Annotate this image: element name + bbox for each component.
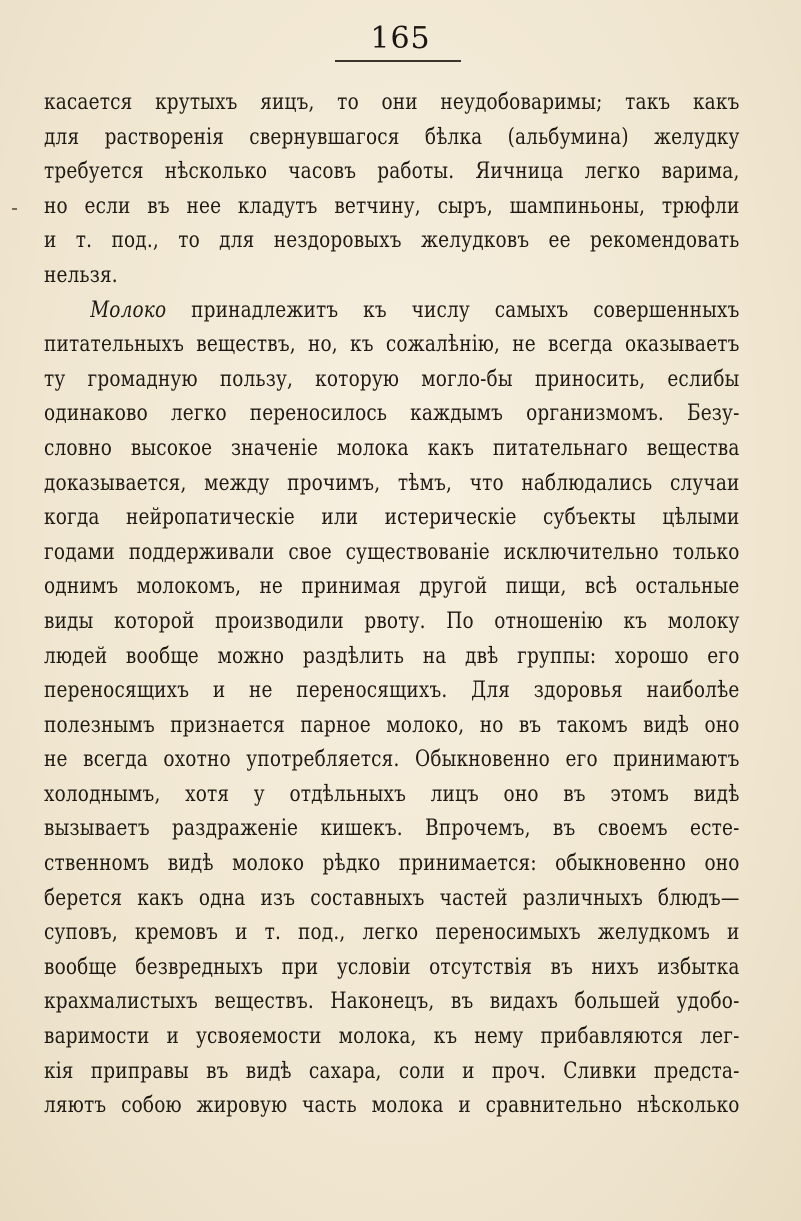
text-line: вызываетъ раздраженіе кишекъ. Впрочемъ, въ своемъ есте-: [44, 816, 740, 842]
margin-mark: [12, 208, 17, 210]
text-line: когда нейропатическіе или истерическіе субъекты цѣлыми: [44, 505, 740, 531]
text-line: для растворенія свернувшагося бѣлка (альбумина) желудку: [44, 124, 740, 150]
text-line: кія приправы въ видѣ сахара, соли и проч. Сливки предста-: [44, 1058, 740, 1084]
text-line: вообще безвредныхъ при условіи отсутствія въ нихъ избытка: [44, 954, 740, 980]
text-line: доказывается, между прочимъ, тѣмъ, что наблюдались случаи: [44, 470, 740, 496]
text-line: одинаково легко переносилось каждымъ организмомъ. Безу-: [44, 401, 740, 427]
paragraph-start-line: [44, 294, 740, 329]
text-line: холоднымъ, хотя у отдѣльныхъ лицъ оно въ этомъ видѣ: [44, 781, 740, 807]
text-line: ственномъ видѣ молоко рѣдко принимается: обыкновенно оно: [44, 851, 740, 877]
page-header: [0, 22, 801, 56]
text-line: полезнымъ признается парное молоко, но въ такомъ видѣ оно: [44, 712, 740, 738]
header-rule: [335, 60, 461, 62]
text-line: людей вообще можно раздѣлить на двѣ группы: хорошо его: [44, 643, 740, 669]
text-line-rest: принадлежитъ къ числу самыхъ совершенныхъ: [166, 297, 740, 323]
text-line: переносящихъ и не переносящихъ. Для здоровья наиболѣе: [44, 678, 740, 704]
emphasized-term: Молоко: [90, 297, 167, 323]
text-line: но если въ нее кладутъ ветчину, сыръ, шампиньоны, трюфли: [44, 193, 740, 219]
text-line: виды которой производили рвоту. По отношенію къ молоку: [44, 608, 740, 634]
body-text: [44, 86, 740, 1124]
text-line: требуется нѣсколько часовъ работы. Яичница легко варима,: [44, 159, 740, 185]
text-line: питательныхъ веществъ, но, къ сожалѣнію, не всегда оказываетъ: [44, 332, 740, 358]
page-number: 165: [370, 21, 431, 56]
text-line: берется какъ одна изъ составныхъ частей различныхъ блюдъ—: [44, 885, 740, 911]
text-line: не всегда охотно употребляется. Обыкновенно его принимаютъ: [44, 747, 740, 773]
text-line: годами поддерживали свое существованіе исключительно только: [44, 539, 740, 565]
text-line: ту громадную пользу, которую могло-бы приносить, еслибы: [44, 366, 740, 392]
text-line: нельзя.: [44, 262, 118, 288]
text-line: словно высокое значеніе молока какъ питательнаго вещества: [44, 435, 740, 461]
text-line: и т. под., то для нездоровыхъ желудковъ ее рекомендовать: [44, 228, 740, 254]
text-line: крахмалистыхъ веществъ. Наконецъ, въ видахъ большей удобо-: [44, 989, 740, 1015]
text-line: суповъ, кремовъ и т. под., легко переносимыхъ желудкомъ и: [44, 920, 740, 946]
text-line: касается крутыхъ яицъ, то они неудобоваримы; такъ какъ: [44, 90, 740, 115]
text-line: ляютъ собою жировую часть молока и сравнительно нѣсколько: [44, 1093, 740, 1119]
text-line: варимости и усвояемости молока, къ нему прибавляются лег-: [44, 1024, 740, 1050]
text-line: однимъ молокомъ, не принимая другой пищи, всѣ остальные: [44, 574, 740, 600]
